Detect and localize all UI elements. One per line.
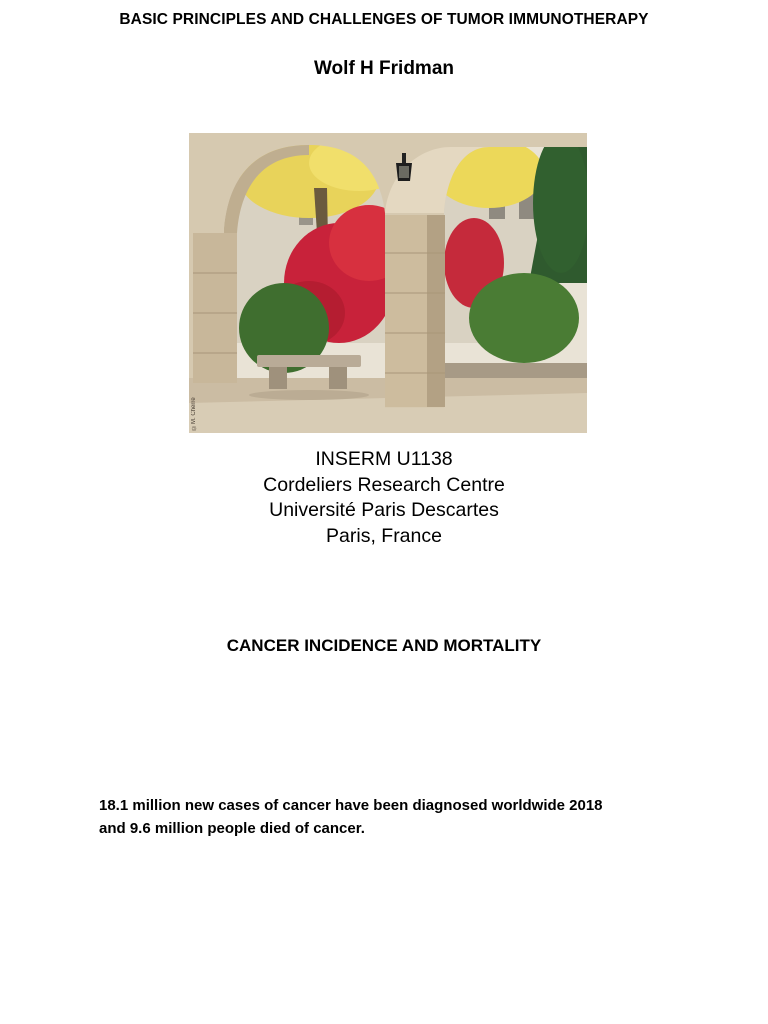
affiliation-line: Université Paris Descartes [269, 499, 499, 521]
affiliation-block [0, 447, 768, 549]
section-heading: CANCER INCIDENCE AND MORTALITY [226, 636, 542, 655]
courtyard-arches-photo [189, 133, 587, 433]
document-title: BASIC PRINCIPLES AND CHALLENGES OF TUMOR IMMUNOTHERAPY [119, 11, 649, 28]
author-name: Wolf H Fridman [313, 58, 455, 79]
affiliation-line: INSERM U1138 [315, 448, 453, 470]
body-line: and 9.6 million people died of cancer. [99, 820, 365, 837]
body-paragraph [99, 794, 699, 840]
photo-credit: ©M. Cherré [191, 397, 197, 430]
body-line: 18.1 million new cases of cancer have been diagnosed worldwide 2018 [99, 797, 603, 814]
affiliation-line: Cordeliers Research Centre [263, 473, 505, 496]
affiliation-line: Paris, France [326, 524, 442, 547]
